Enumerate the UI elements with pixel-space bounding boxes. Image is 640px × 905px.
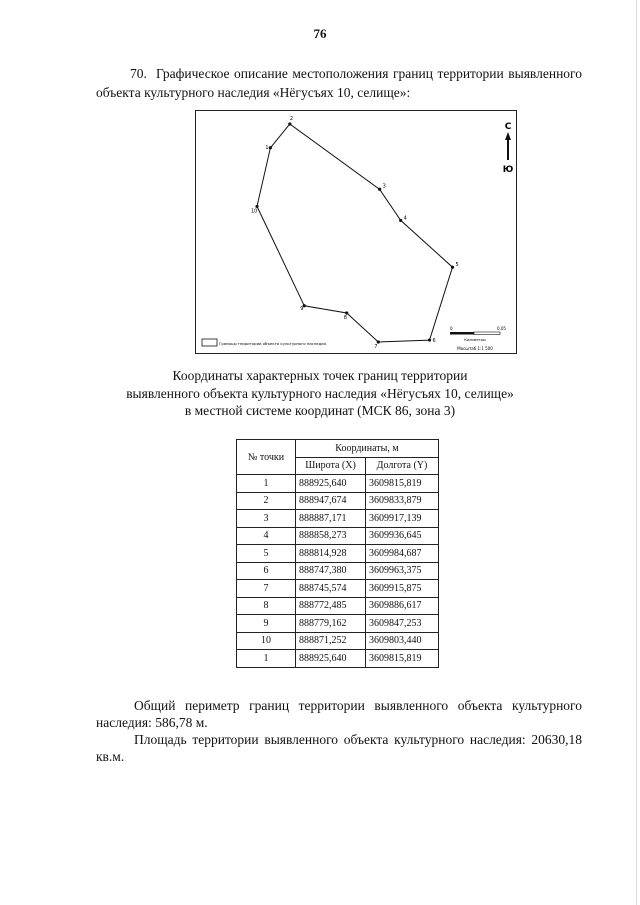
cell-point-number: 7 [237,580,296,598]
summary [96,697,582,765]
boundary-point-label: 8 [343,314,347,321]
col-lat-header: Широта (X) [296,457,366,475]
cell-latitude: 888745,574 [296,580,366,598]
section-title-text: Графическое описание местоположения границ территории выявленного объекта культурного наследия «Нёгусъях 10, селище»: [96,66,582,100]
scale-bar [450,326,506,351]
cell-latitude: 888925,640 [296,650,366,668]
table-row [237,615,439,633]
cell-latitude: 888925,640 [296,475,366,493]
cell-longitude: 3609815,819 [366,650,439,668]
cell-longitude: 3609963,375 [366,562,439,580]
cell-latitude: 888747,380 [296,562,366,580]
coordinates-table [236,439,439,668]
boundary-point [378,188,381,191]
map-legend [202,339,326,346]
table-row [237,475,439,493]
cell-point-number: 8 [237,597,296,615]
boundary-point-label: 6 [432,338,436,345]
scale-bar-light [474,332,500,335]
cell-latitude: 888779,162 [296,615,366,633]
table-row [237,580,439,598]
cell-point-number: 1 [237,650,296,668]
coordinates-heading-line2: выявленного объекта культурного наследия «Нёгусъях 10, селище» [126,385,514,401]
north-arrow-icon [505,132,511,140]
boundary-points [251,116,459,350]
table-row [237,510,439,528]
cell-latitude: 888814,928 [296,545,366,563]
scale-end: 0,05 [497,326,506,331]
boundary-point-label: 2 [289,116,294,122]
cell-longitude: 3609917,139 [366,510,439,528]
perimeter-text: Общий периметр границ территории выявленного объекта культурного наследия: 586,78 м. [96,698,582,730]
boundary-point-label: 7 [374,344,378,350]
cell-longitude: 3609815,819 [366,475,439,493]
cell-longitude: 3609886,617 [366,597,439,615]
boundary-point [269,146,272,149]
cell-longitude: 3609915,875 [366,580,439,598]
table-row [237,597,439,615]
cell-longitude: 3609833,879 [366,492,439,510]
scale-ratio: Масштаб 1:1 500 [457,346,493,351]
cell-point-number: 3 [237,510,296,528]
boundary-point [399,219,402,222]
cell-longitude: 3609803,440 [366,632,439,650]
cell-point-number: 5 [237,545,296,563]
north-arrow [503,122,514,175]
boundary-point [451,266,454,269]
cell-latitude: 888858,273 [296,527,366,545]
legend-swatch [202,339,217,346]
boundary-point-label: 5 [455,262,459,269]
boundary-point [428,338,431,341]
boundary-point-label: 10 [251,208,258,215]
cell-latitude: 888887,171 [296,510,366,528]
cell-point-number: 9 [237,615,296,633]
col-coords-header: Координаты, м [296,440,439,458]
section-number: 70. [130,66,147,81]
boundary-map-drawing [196,111,518,355]
area-text: Площадь территории выявленного объекта культурного наследия: 20630,18 кв.м. [96,732,582,764]
cell-longitude: 3609984,687 [366,545,439,563]
south-label: Ю [502,165,514,175]
cell-point-number: 2 [237,492,296,510]
coordinates-table-body [237,475,439,668]
table-row [237,527,439,545]
scale-start: 0 [450,326,453,331]
north-label: С [504,122,512,132]
boundary-map [195,110,517,354]
scan-edge [636,0,637,905]
cell-point-number: 4 [237,527,296,545]
scale-unit: Километры [464,338,486,342]
cell-point-number: 6 [237,562,296,580]
cell-latitude: 888947,674 [296,492,366,510]
page-number: 76 [313,26,327,41]
boundary-point [288,122,291,125]
col-point-header: № точки [237,440,296,475]
cell-point-number: 1 [237,475,296,493]
cell-latitude: 888871,252 [296,632,366,650]
legend-label: Границы территории объекта культурного наследия [219,341,326,346]
boundary-point-label: 9 [300,305,304,312]
cell-latitude: 888772,485 [296,597,366,615]
scale-bar-dark [450,332,474,335]
section-title [96,64,582,102]
boundary-point-label: 3 [382,183,386,190]
table-row [237,562,439,580]
table-row [237,545,439,563]
cell-longitude: 3609936,645 [366,527,439,545]
col-lon-header: Долгота (Y) [366,457,439,475]
boundary-point-label: 1 [265,144,269,151]
coordinates-heading-line1: Координаты характерных точек границ территории [172,368,468,383]
table-row [237,492,439,510]
table-row [237,650,439,668]
cell-point-number: 10 [237,632,296,650]
table-row [237,632,439,650]
cell-longitude: 3609847,253 [366,615,439,633]
boundary-point-label: 4 [403,215,407,222]
coordinates-heading-line3: в местной системе координат (МСК 86, зона 3) [184,403,456,418]
coordinates-heading [0,367,640,420]
